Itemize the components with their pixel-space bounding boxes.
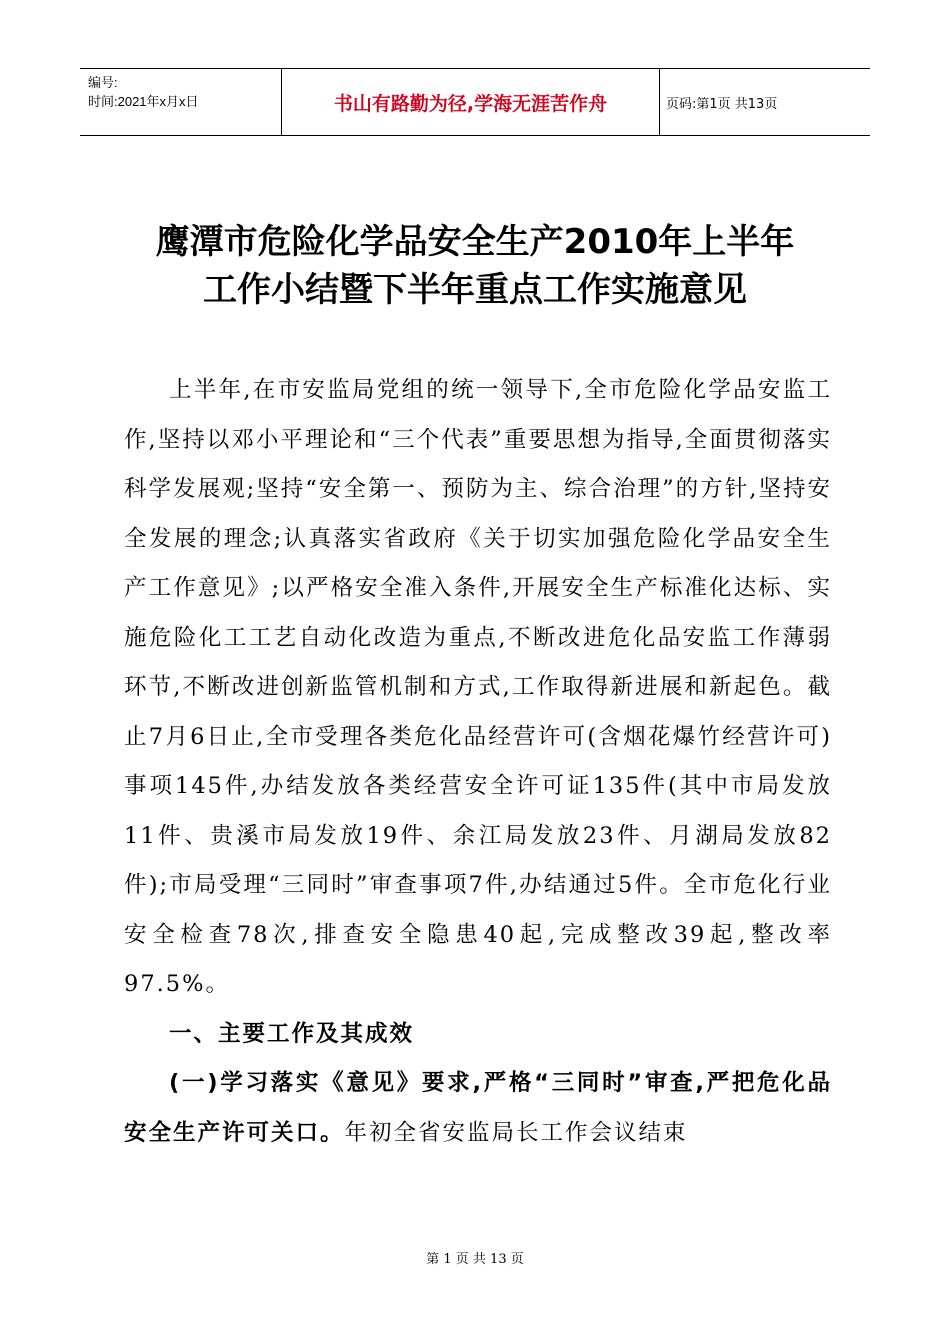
body-paragraph-2	[124, 1059, 832, 1158]
time-label: 时间:2021年x月x日	[88, 94, 199, 109]
document-body	[124, 366, 832, 1158]
header-motto: 书山有路勤为径,学海无涯苦作舟	[282, 69, 660, 135]
header-page-info: 页码:第1页 共13页	[666, 96, 778, 112]
section-heading-1: 一、主要工作及其成效	[169, 1020, 415, 1047]
body-paragraph-1: 上半年,在市安监局党组的统一领导下,全市危险化学品安监工作,坚持以邓小平理论和“三个代表”重要思想为指导,全面贯彻落实科学发展观;坚持“安全第一、预防为主、综合治理”的方针,坚持安全发展的理念;认真落实省政府《关于切实加强危险化学品安全生产工作意见》;以严格安全准入条件,开展安全生产标准化达标、实施危险化工工艺自动化改造为重点,不断改进危化品安监工作薄弱环节,不断改进创新监管机制和方式,工作取得新进展和新起色。截止7月6日止,全市受理各类危化品经营许可(含烟花爆竹经营许可)事项145件,办结发放各类经营安全许可证135件(其中市局发放11件、贵溪市局发放19件、余江局发放23件、月湖局发放82件);市局受理“三同时”审查事项7件,办结通过5件。全市危化行业安全检查78次,排查安全隐患40起,完成整改39起,整改率97.5%。	[124, 377, 832, 997]
title-line-2: 工作小结暨下半年重点工作实施意见	[203, 270, 747, 310]
number-label: 编号:	[88, 75, 118, 90]
paragraph-2-text: 年初全省安监局长工作会议结束	[344, 1119, 688, 1146]
document-header	[80, 68, 870, 136]
document-title	[0, 218, 950, 314]
title-line-1: 鹰潭市危险化学品安全生产2010年上半年	[155, 222, 795, 262]
subsection-heading: (一)学习落实《意见》要求,严格“三同时”审查,严把危化品安全生产许可关口。	[124, 1070, 832, 1146]
page-footer: 第 1 页 共 13 页	[426, 1252, 524, 1267]
header-meta	[80, 69, 282, 135]
